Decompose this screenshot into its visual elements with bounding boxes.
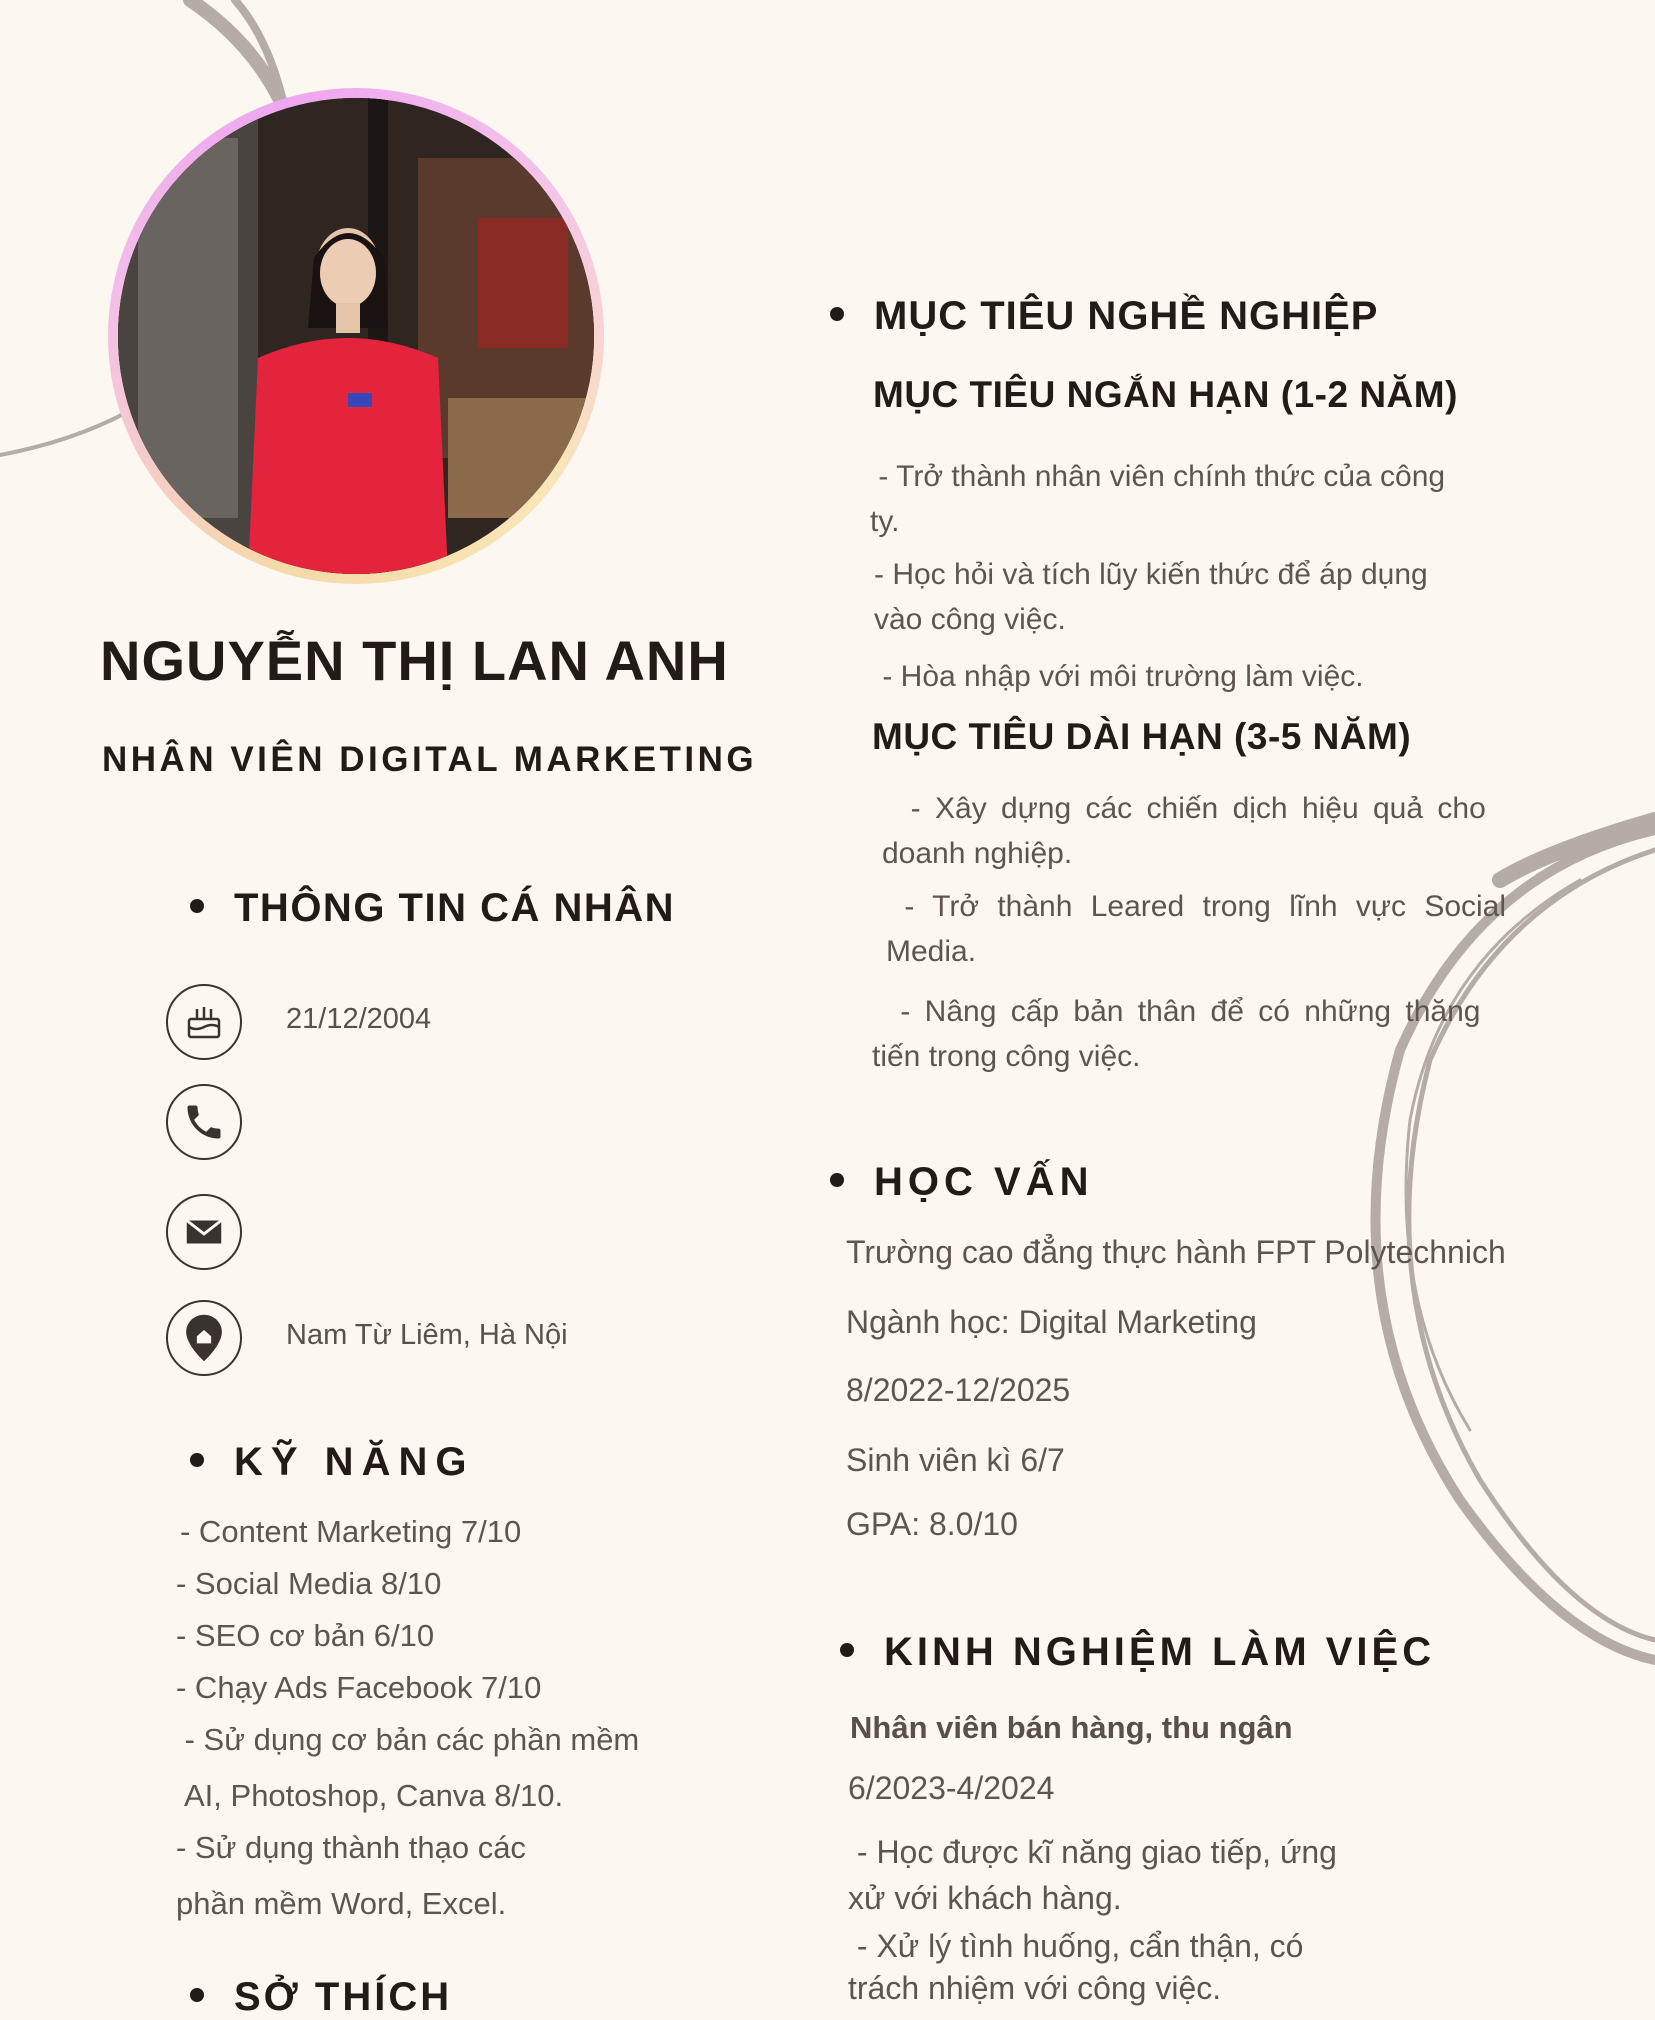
goal-line: - Xây dựng các chiến dịch hiệu quả cho <box>882 792 1486 825</box>
profile-photo-frame <box>108 88 604 584</box>
education-major: Ngành học: Digital Marketing <box>846 1304 1257 1340</box>
birthday-cake-icon <box>166 984 242 1060</box>
experience-job-title: Nhân viên bán hàng, thu ngân <box>850 1710 1293 1745</box>
section-heading-education-text: HỌC VẤN <box>874 1160 1094 1204</box>
short-term-goal-title: MỤC TIÊU NGẮN HẠN (1-2 NĂM) <box>873 374 1458 415</box>
email-icon <box>166 1194 242 1270</box>
goal-line: - Trở thành nhân viên chính thức của công <box>870 460 1446 493</box>
section-heading-goals-text: MỤC TIÊU NGHỀ NGHIỆP <box>874 294 1379 338</box>
birthdate-value: 21/12/2004 <box>286 1003 432 1035</box>
profile-photo <box>118 98 594 574</box>
skill-line: AI, Photoshop, Canva 8/10. <box>184 1778 564 1813</box>
address-value: Nam Từ Liêm, Hà Nội <box>286 1319 568 1351</box>
section-heading-experience-text: KINH NGHIỆM LÀM VIỆC <box>884 1630 1436 1674</box>
candidate-role: NHÂN VIÊN DIGITAL MARKETING <box>102 740 758 779</box>
skill-line: phần mềm Word, Excel. <box>176 1886 507 1921</box>
goal-line: doanh nghiệp. <box>882 837 1073 870</box>
section-heading-goals <box>830 294 1378 339</box>
bullet-dot <box>190 1988 204 2002</box>
location-pin-icon <box>166 1300 242 1376</box>
bullet-dot <box>840 1643 854 1657</box>
goal-line: vào công việc. <box>874 603 1066 636</box>
skill-line: - Social Media 8/10 <box>176 1566 442 1601</box>
education-term: Sinh viên kì 6/7 <box>846 1442 1065 1478</box>
experience-line: trách nhiệm với công việc. <box>848 1970 1222 2006</box>
section-heading-hobby-text: SỞ THÍCH <box>234 1975 453 2019</box>
skill-line: - Sử dụng thành thạo các <box>176 1830 526 1865</box>
phone-icon <box>166 1084 242 1160</box>
education-gpa: GPA: 8.0/10 <box>846 1506 1018 1542</box>
candidate-name: NGUYỄN THỊ LAN ANH <box>100 629 729 692</box>
bullet-dot <box>830 1173 844 1187</box>
bullet-dot <box>190 1453 204 1467</box>
goal-line: Media. <box>886 935 977 968</box>
bullet-dot <box>830 307 844 321</box>
experience-line: xử với khách hàng. <box>848 1880 1122 1916</box>
section-heading-hobby <box>190 1975 452 2020</box>
goal-line: - Nâng cấp bản thân để có những thăng <box>886 995 1481 1028</box>
education-school: Trường cao đẳng thực hành FPT Polytechnich <box>846 1234 1506 1270</box>
goal-line: - Hòa nhập với môi trường làm việc. <box>874 660 1364 693</box>
section-heading-experience <box>840 1630 1435 1675</box>
goal-line: - Học hỏi và tích lũy kiến thức để áp dụng <box>874 558 1428 591</box>
goal-line: ty. <box>870 505 900 538</box>
goal-line: tiến trong công việc. <box>872 1040 1141 1073</box>
skill-line: - SEO cơ bản 6/10 <box>176 1618 435 1653</box>
long-term-goal-title: MỤC TIÊU DÀI HẠN (3-5 NĂM) <box>872 716 1412 757</box>
experience-period: 6/2023-4/2024 <box>848 1770 1055 1806</box>
skill-line: - Content Marketing 7/10 <box>180 1514 522 1549</box>
section-heading-skills-text: KỸ NĂNG <box>234 1440 475 1484</box>
section-heading-personal-text: THÔNG TIN CÁ NHÂN <box>234 886 676 930</box>
bullet-dot <box>190 899 204 913</box>
section-heading-education <box>830 1160 1093 1205</box>
skill-line: - Chạy Ads Facebook 7/10 <box>176 1670 542 1705</box>
experience-line: - Học được kĩ năng giao tiếp, ứng <box>848 1834 1337 1870</box>
section-heading-personal <box>190 886 675 931</box>
education-period: 8/2022-12/2025 <box>846 1372 1071 1408</box>
experience-line: - Xử lý tình huống, cẩn thận, có <box>848 1928 1304 1964</box>
goal-line: - Trở thành Leared trong lĩnh vực Social <box>886 890 1507 923</box>
skill-line: - Sử dụng cơ bản các phần mềm <box>176 1722 640 1757</box>
section-heading-skills <box>190 1440 474 1485</box>
